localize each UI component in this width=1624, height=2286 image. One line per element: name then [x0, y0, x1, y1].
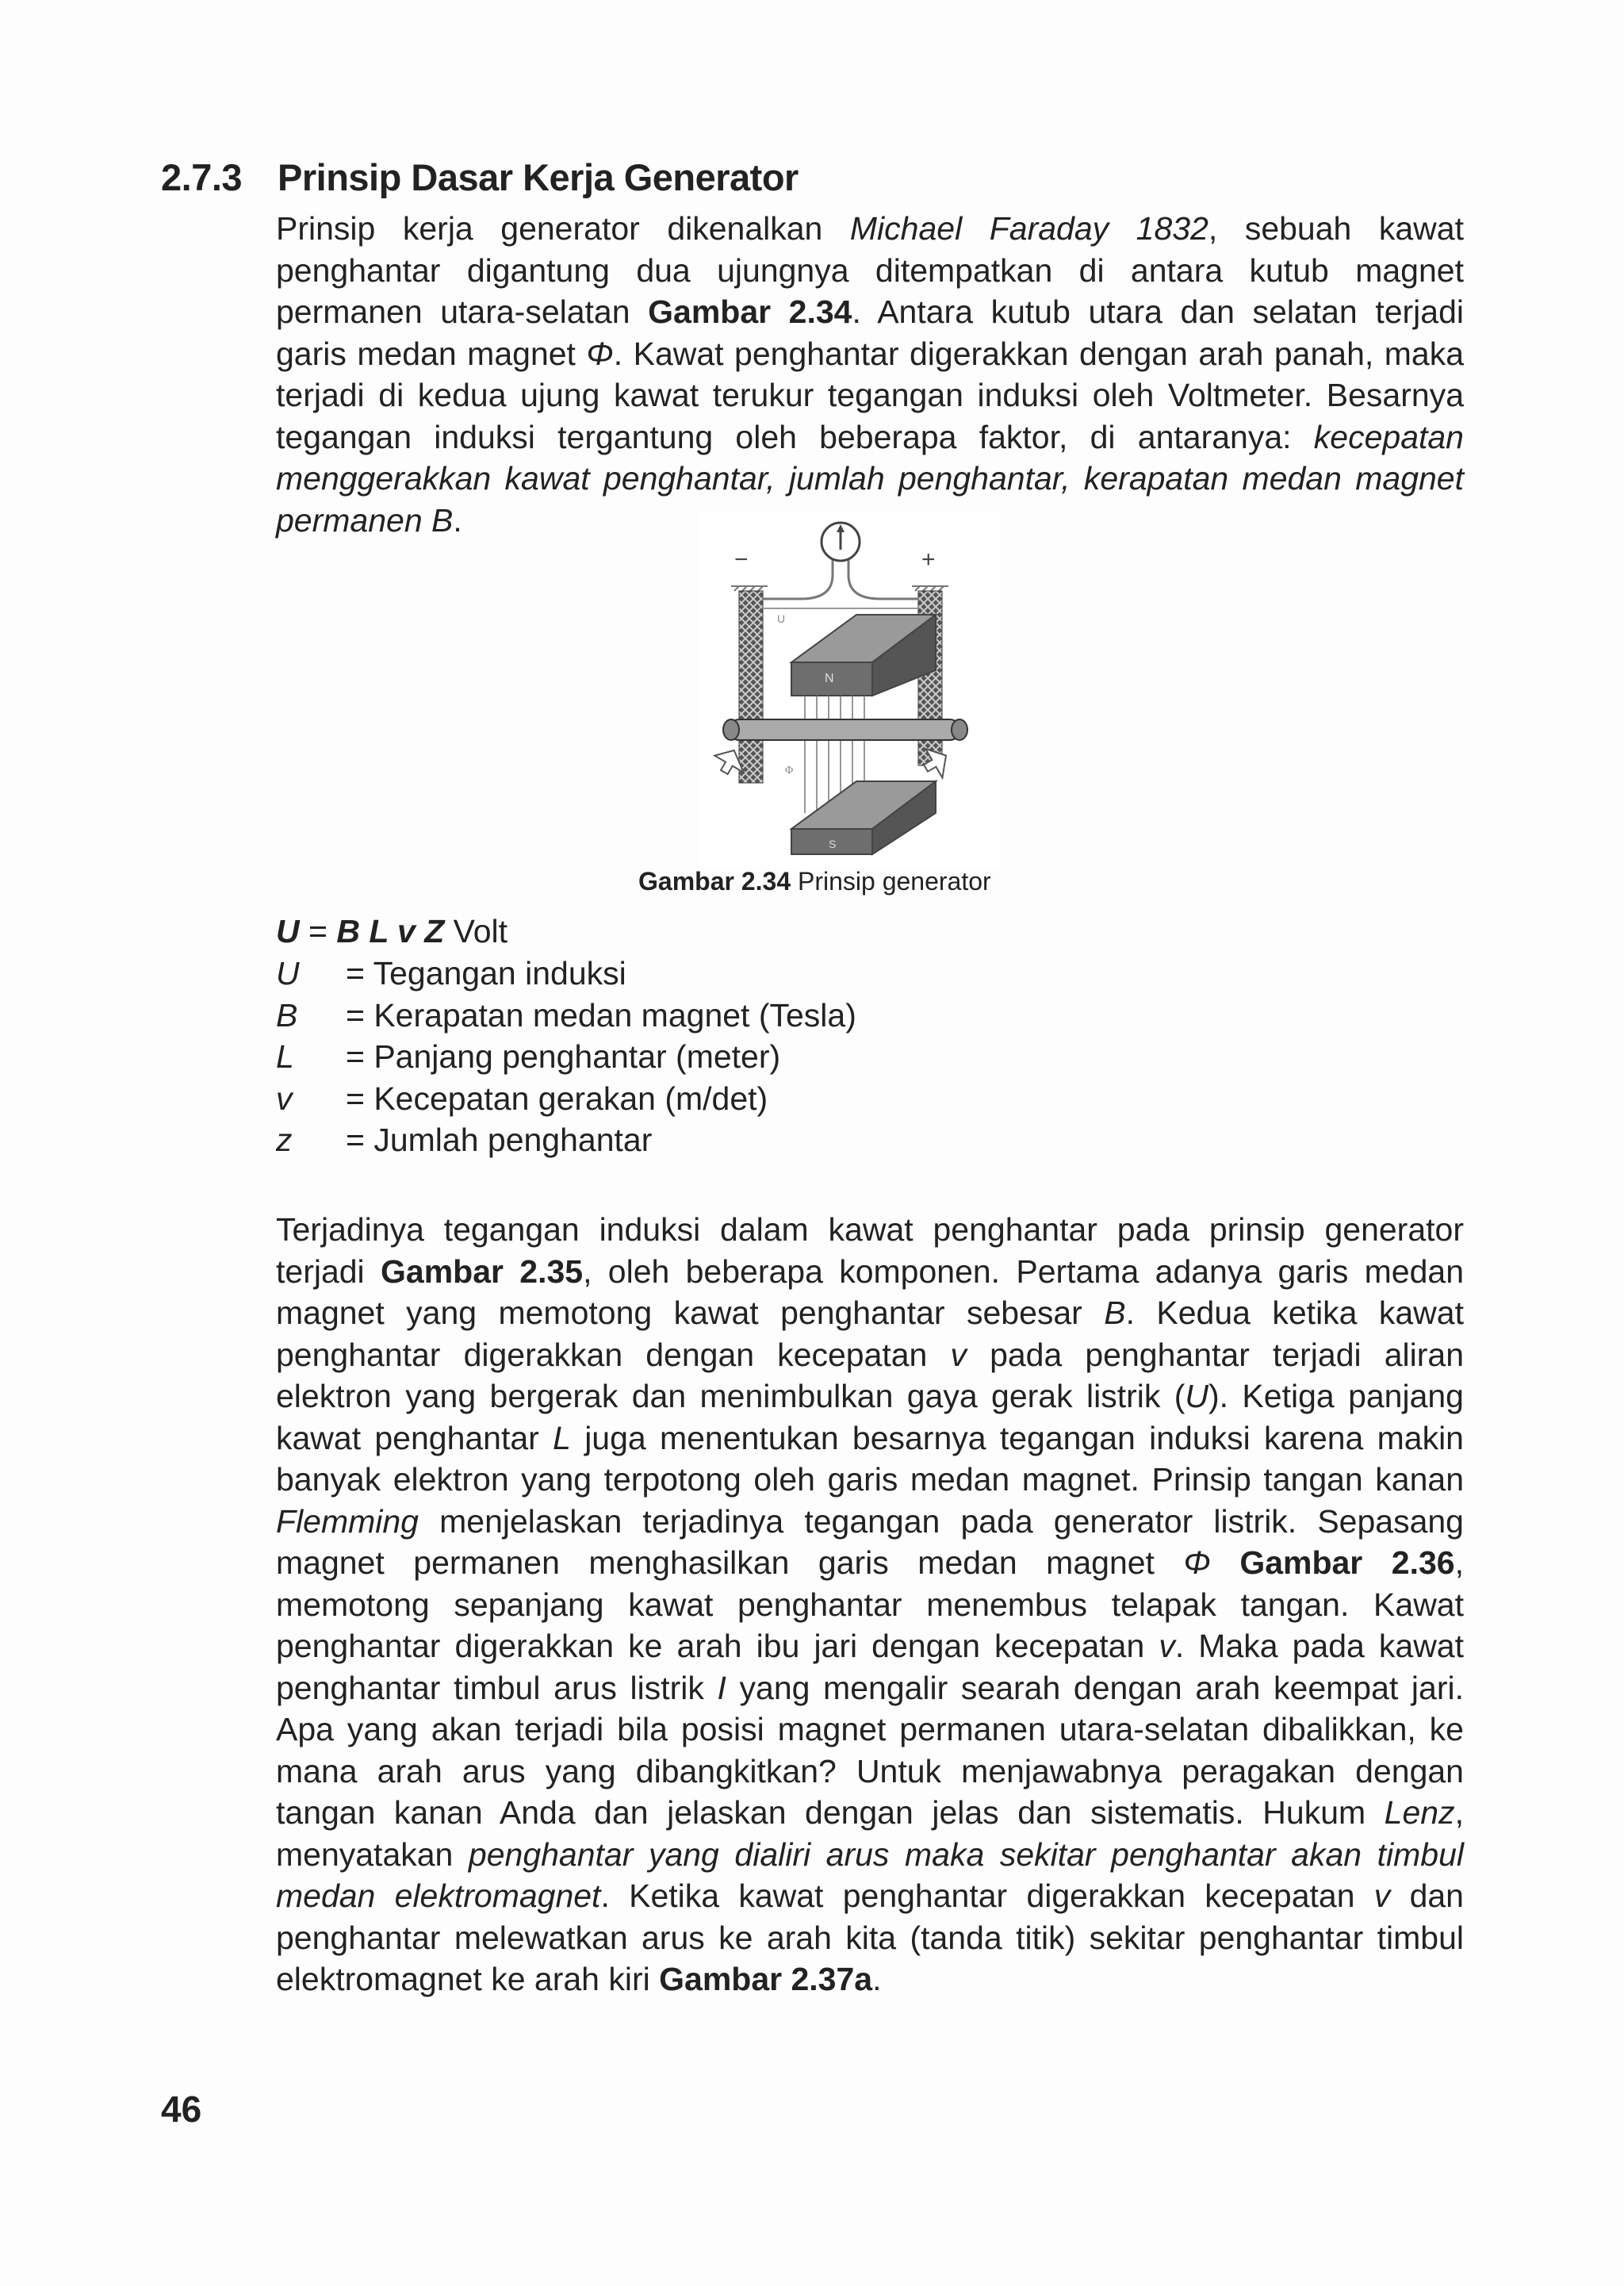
text-line: terjadi Gambar 2.35, oleh beberapa komponen. Pertama adanya garis medan: [276, 1252, 1465, 1290]
generator-principle-figure: [698, 512, 999, 869]
text-line: elektron yang bergerak dan menimbulkan gaya gerak listrik (U). Ketiga panjang: [276, 1378, 1464, 1414]
text-line: permanen B.: [276, 501, 462, 539]
text-line: tegangan induksi tergantung oleh beberapa faktor, di antaranya: kecepatan: [276, 418, 1464, 455]
text-line: elektromagnet ke arah kiri Gambar 2.37a.: [276, 1961, 882, 1997]
definition-row: z = Jumlah penghantar: [276, 1122, 653, 1158]
text-line: Terjadinya tegangan induksi dalam kawat penghantar pada prinsip generator: [276, 1211, 1464, 1248]
definition-row: L = Panjang penghantar (meter): [276, 1038, 781, 1075]
spring-left: [739, 591, 763, 783]
north-label: N: [825, 672, 834, 685]
text-line: penghantar digerakkan dengan kecepatan v pada penghantar terjadi aliran: [276, 1336, 1464, 1373]
formula-rhs: B L v Z: [336, 913, 445, 949]
text-line: kawat penghantar L juga menentukan besarnya tegangan induksi karena makin: [276, 1419, 1464, 1456]
text-line: penghantar timbul arus listrik I yang mengalir searah dengan arah keempat jari.: [276, 1669, 1464, 1706]
text-line: penghantar digerakkan ke arah ibu jari dengan kecepatan v. Maka pada kawat: [276, 1628, 1465, 1664]
caption-text: Prinsip generator: [791, 867, 991, 896]
text-line: garis medan magnet Φ. Kawat penghantar digerakkan dengan arah panah, maka: [276, 335, 1465, 372]
definition-row: U = Tegangan induksi: [276, 955, 626, 991]
minus-label: −: [734, 547, 749, 573]
intro-paragraph: [276, 208, 1464, 541]
explanation-paragraph: [276, 1209, 1464, 2000]
text-line: penghantar melewatkan arus ke arah kita (tanda titik) sekitar penghantar timbul: [276, 1919, 1464, 1956]
definition-row: v = Kecepatan gerakan (m/det): [276, 1080, 768, 1117]
section-heading: [161, 155, 799, 199]
conductor-rod: [730, 719, 959, 740]
text-line: Prinsip kerja generator dikenalkan Michael Faraday 1832, sebuah kawat: [276, 210, 1464, 247]
text-line: Flemming menjelaskan terjadinya tegangan pada generator listrik. Sepasang: [276, 1502, 1464, 1540]
text-line: tangan kanan Anda dan jelaskan dengan jelas dan sistematis. Hukum Lenz,: [276, 1794, 1464, 1831]
symbol-definitions: [276, 953, 856, 1161]
plus-label: +: [921, 547, 936, 573]
text-line: penghantar digantung dua ujungnya ditempatkan di antara kutub magnet: [276, 251, 1464, 289]
text-line: medan elektromagnet. Ketika kawat penghantar digerakkan kecepatan v dan: [276, 1878, 1464, 1914]
text-line: Apa yang akan terjadi bila posisi magnet permanen utara-selatan dibalikkan, ke: [276, 1711, 1464, 1747]
section-title: Prinsip Dasar Kerja Generator: [278, 156, 799, 198]
text-line: magnet permanen menghasilkan garis medan magnet Φ Gambar 2.36,: [276, 1544, 1464, 1581]
text-line: permanen utara-selatan Gambar 2.34. Antara kutub utara dan selatan terjadi: [276, 293, 1464, 330]
voltage-formula: [276, 911, 508, 953]
voltage-label: U: [777, 612, 786, 625]
text-line: magnet yang memotong kawat penghantar sebesar B. Kedua ketika kawat: [276, 1295, 1464, 1331]
formula-unit: Volt: [444, 913, 508, 949]
text-line: banyak elektron yang terpotong oleh garis medan magnet. Prinsip tangan kanan: [276, 1461, 1464, 1498]
section-number: 2.7.3: [161, 156, 243, 198]
page-number: 46: [161, 2088, 202, 2130]
text-line: terjadi di kedua ujung kawat terukur tegangan induksi oleh Voltmeter. Besarnya: [276, 377, 1464, 413]
formula-equals: =: [299, 913, 337, 949]
figure-caption: [638, 867, 991, 896]
phi-label: Φ: [785, 765, 794, 777]
definition-row: B = Kerapatan medan magnet (Tesla): [276, 996, 856, 1034]
south-label: S: [829, 838, 837, 850]
text-line: memotong sepanjang kawat penghantar menembus telapak tangan. Kawat: [276, 1586, 1464, 1623]
text-line: menggerakkan kawat penghantar, jumlah penghantar, kerapatan medan magnet: [276, 460, 1464, 497]
formula-lhs: U: [276, 913, 300, 949]
text-line: mana arah arus yang dibangkitkan? Untuk menjawabnya peragakan dengan: [276, 1752, 1464, 1789]
caption-label: Gambar 2.34: [638, 867, 791, 896]
text-line: menyatakan penghantar yang dialiri arus maka sekitar penghantar akan timbul: [276, 1835, 1464, 1873]
